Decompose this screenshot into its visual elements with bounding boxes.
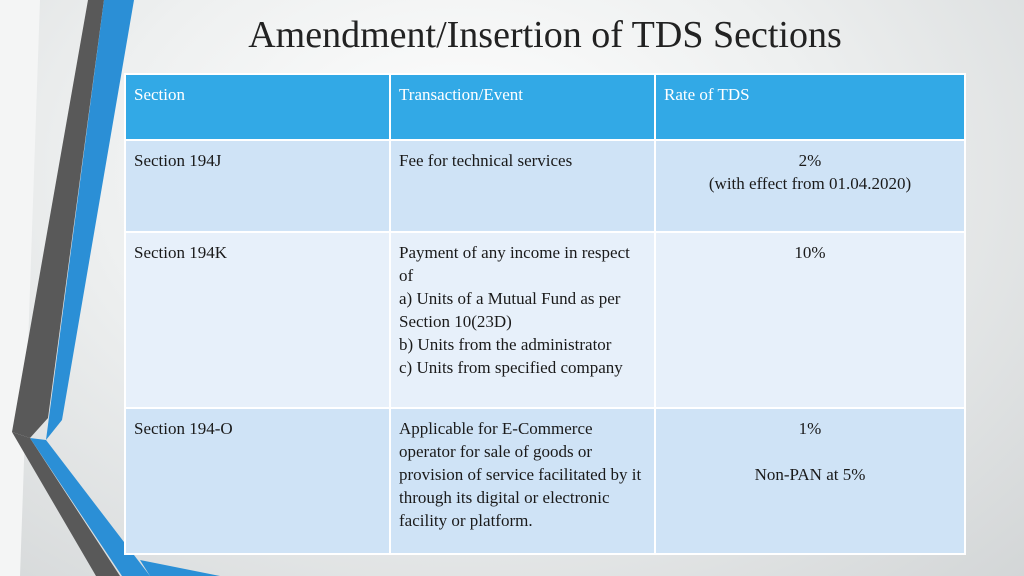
rate-value: 2%	[798, 151, 822, 170]
table-row	[125, 408, 965, 554]
rate-value: 10%	[794, 243, 826, 262]
rate-value: 1%	[798, 419, 822, 438]
section-cell: Section 194K	[125, 232, 390, 408]
rate-note: (with effect from 01.04.2020)	[708, 174, 912, 193]
page-title: Amendment/Insertion of TDS Sections	[248, 14, 842, 56]
rate-cell	[655, 232, 965, 408]
transaction-cell: Applicable for E-Commerce operator for sale of goods or provision of service facilitated by it through its digital or electronic facility or platform.	[390, 408, 655, 554]
rate-note: Non-PAN at 5%	[754, 465, 866, 484]
rate-cell	[655, 140, 965, 232]
rate-cell	[655, 408, 965, 554]
table-header-row	[125, 74, 965, 140]
transaction-cell: Payment of any income in respect of a) Units of a Mutual Fund as per Section 10(23D) b) Units from the administrator c) Units from specified company	[390, 232, 655, 408]
tds-sections-table	[124, 73, 966, 555]
header-rate: Rate of TDS	[655, 74, 965, 140]
table-row	[125, 232, 965, 408]
header-transaction: Transaction/Event	[390, 74, 655, 140]
table-row	[125, 140, 965, 232]
section-cell: Section 194J	[125, 140, 390, 232]
transaction-cell: Fee for technical services	[390, 140, 655, 232]
header-section: Section	[125, 74, 390, 140]
section-cell: Section 194-O	[125, 408, 390, 554]
rate-spacer	[664, 440, 956, 463]
